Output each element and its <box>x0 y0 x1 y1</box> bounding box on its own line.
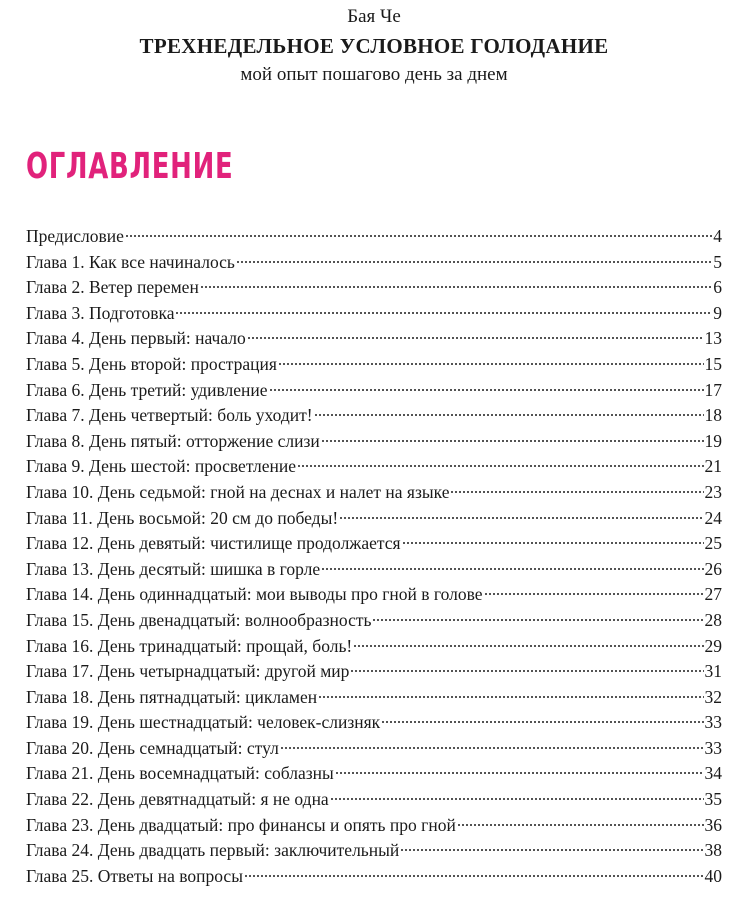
toc-dot-leader <box>318 695 703 699</box>
toc-entry-title: Глава 10. День седьмой: гной на деснах и налет на языке <box>26 481 450 502</box>
toc-dot-leader <box>175 311 712 315</box>
toc-entry[interactable] <box>26 454 722 480</box>
toc-entry-title: Глава 16. День тринадцатый: прощай, боль! <box>26 635 353 656</box>
toc-entry[interactable] <box>26 352 722 378</box>
toc-entry-page-number: 17 <box>704 379 722 400</box>
toc-entry-page-number: 34 <box>704 763 722 784</box>
toc-dot-leader <box>125 234 712 238</box>
toc-entry-title: Глава 17. День четырнадцатый: другой мир <box>26 661 350 682</box>
toc-entry[interactable] <box>26 608 722 634</box>
toc-dot-leader <box>321 439 704 443</box>
toc-entry-page-number: 38 <box>704 840 722 861</box>
toc-entry[interactable] <box>26 659 722 685</box>
toc-dot-leader <box>280 746 704 750</box>
toc-dot-leader <box>236 260 712 264</box>
toc-dot-leader <box>244 874 704 878</box>
toc-entry[interactable] <box>26 710 722 736</box>
toc-entry[interactable] <box>26 813 722 839</box>
book-subtitle: мой опыт пошагово день за днем <box>240 64 508 85</box>
toc-entry-page-number: 9 <box>713 302 722 323</box>
toc-entry-page-number: 40 <box>704 865 722 886</box>
toc-entry-title: Глава 25. Ответы на вопросы <box>26 865 243 886</box>
book-title: ТРЕХНЕДЕЛЬНОЕ УСЛОВНОЕ ГОЛОДАНИЕ <box>139 34 609 58</box>
toc-entry[interactable] <box>26 301 722 327</box>
toc-entry-title: Глава 9. День шестой: просветление <box>26 456 297 477</box>
toc-entry[interactable] <box>26 429 722 455</box>
toc-entry-page-number: 23 <box>704 481 722 502</box>
toc-entry-page-number: 26 <box>704 558 722 579</box>
toc-entry[interactable] <box>26 582 722 608</box>
toc-dot-leader <box>381 720 703 724</box>
toc-entry-page-number: 28 <box>704 609 722 630</box>
toc-entry[interactable] <box>26 685 722 711</box>
toc-entry-page-number: 35 <box>704 789 722 810</box>
toc-entry[interactable] <box>26 378 722 404</box>
toc-dot-leader <box>335 771 704 775</box>
toc-entry-page-number: 18 <box>704 405 722 426</box>
toc-entry-title: Глава 1. Как все начиналось <box>26 251 235 272</box>
toc-entry[interactable] <box>26 761 722 787</box>
toc-entry[interactable] <box>26 224 722 250</box>
toc-entry[interactable] <box>26 506 722 532</box>
toc-dot-leader <box>450 490 703 494</box>
toc-entry-title: Глава 21. День восемнадцатый: соблазны <box>26 763 334 784</box>
toc-entry-title: Глава 20. День семнадцатый: стул <box>26 737 279 758</box>
toc-dot-leader <box>402 541 704 545</box>
toc-entry-title: Глава 13. День десятый: шишка в горле <box>26 558 321 579</box>
toc-entry-page-number: 5 <box>713 251 722 272</box>
toc-entry-page-number: 19 <box>704 430 722 451</box>
toc-entry-title: Глава 15. День двенадцатый: волнообразность <box>26 609 372 630</box>
toc-dot-leader <box>339 516 703 520</box>
toc-entry-title: Глава 7. День четвертый: боль уходит! <box>26 405 313 426</box>
author-name: Бая Че <box>347 6 401 27</box>
toc-entry-page-number: 4 <box>713 226 722 246</box>
toc-entry[interactable] <box>26 736 722 762</box>
toc-entry-page-number: 6 <box>713 277 722 298</box>
toc-dot-leader <box>350 669 703 673</box>
toc-dot-leader <box>278 362 704 366</box>
toc-heading: ОГЛАВЛЕНИЕ <box>26 146 234 187</box>
toc-entry[interactable] <box>26 557 722 583</box>
toc-entry-title: Глава 18. День пятнадцатый: цикламен <box>26 686 318 707</box>
toc-entry[interactable] <box>26 250 722 276</box>
toc-entry-title: Глава 24. День двадцать первый: заключительный <box>26 840 400 861</box>
toc-entry-page-number: 24 <box>704 507 722 528</box>
toc-entry-page-number: 13 <box>704 328 722 349</box>
toc-entry-page-number: 33 <box>704 737 722 758</box>
toc-entry[interactable] <box>26 838 722 864</box>
toc-dot-leader <box>200 285 712 289</box>
toc-entry-page-number: 15 <box>704 353 722 374</box>
toc-entry-title: Глава 23. День двадцатый: про финансы и опять про гной <box>26 814 456 835</box>
toc-entry-page-number: 36 <box>704 814 722 835</box>
toc-entry-title: Глава 4. День первый: начало <box>26 328 246 349</box>
toc-entry[interactable] <box>26 326 722 352</box>
toc-entry[interactable] <box>26 275 722 301</box>
toc-dot-leader <box>400 848 703 852</box>
toc-entry-page-number: 21 <box>704 456 722 477</box>
toc-entry[interactable] <box>26 531 722 557</box>
toc-dot-leader <box>330 797 704 801</box>
toc-entry-title: Глава 6. День третий: удивление <box>26 379 268 400</box>
toc-entry-title: Глава 14. День одиннадцатый: мои выводы про гной в голове <box>26 584 483 605</box>
toc-dot-leader <box>372 618 703 622</box>
toc-entry-page-number: 27 <box>704 584 722 605</box>
toc-entry-page-number: 31 <box>704 661 722 682</box>
toc-dot-leader <box>314 413 704 417</box>
toc-entry[interactable] <box>26 787 722 813</box>
toc-dot-leader <box>269 388 704 392</box>
toc-entry[interactable] <box>26 864 722 890</box>
toc-entry[interactable] <box>26 480 722 506</box>
table-of-contents <box>26 224 722 889</box>
toc-entry-title: Глава 12. День девятый: чистилище продолжается <box>26 533 401 554</box>
toc-entry-title: Предисловие <box>26 226 124 246</box>
toc-entry-page-number: 25 <box>704 533 722 554</box>
toc-entry[interactable] <box>26 403 722 429</box>
toc-dot-leader <box>297 464 703 468</box>
toc-entry-title: Глава 2. Ветер перемен <box>26 277 199 298</box>
toc-entry-title: Глава 8. День пятый: отторжение слизи <box>26 430 320 451</box>
toc-dot-leader <box>457 823 704 827</box>
toc-entry-page-number: 33 <box>704 712 722 733</box>
toc-dot-leader <box>353 644 703 648</box>
toc-entry-title: Глава 11. День восьмой: 20 см до победы! <box>26 507 339 528</box>
toc-entry-title: Глава 3. Подготовка <box>26 302 175 323</box>
toc-dot-leader <box>484 592 704 596</box>
toc-entry-page-number: 32 <box>704 686 722 707</box>
toc-entry-title: Глава 19. День шестнадцатый: человек-слизняк <box>26 712 381 733</box>
toc-dot-leader <box>321 567 703 571</box>
toc-entry[interactable] <box>26 634 722 660</box>
toc-entry-page-number: 29 <box>704 635 722 656</box>
toc-entry-title: Глава 22. День девятнадцатый: я не одна <box>26 789 329 810</box>
toc-entry-title: Глава 5. День второй: прострация <box>26 353 277 374</box>
toc-dot-leader <box>247 336 704 340</box>
